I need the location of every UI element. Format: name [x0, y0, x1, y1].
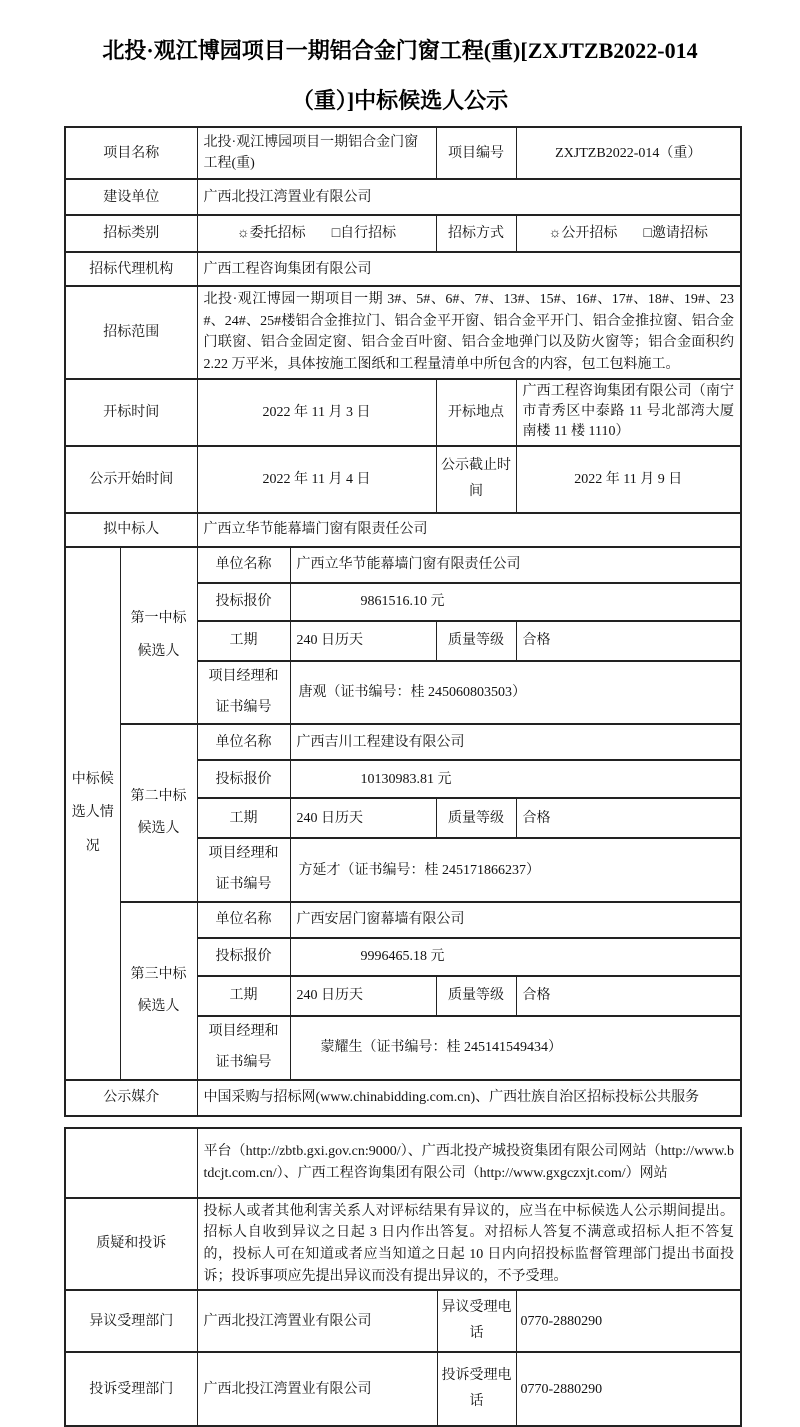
- candidate1-unit-label: 单位名称: [197, 547, 290, 583]
- entrust-bid-option-checked: ☼委托招标: [236, 226, 306, 241]
- candidate2-manager-value: 方延才（证书编号：桂 245171866237）: [290, 838, 741, 902]
- objection-dept-label: 异议受理部门: [65, 1290, 197, 1352]
- candidate1-price-label: 投标报价: [197, 583, 290, 621]
- row-agency: [65, 252, 741, 286]
- agency-label: 招标代理机构: [65, 252, 197, 286]
- open-bid-option-checked: ☼公开招标: [548, 226, 618, 241]
- bid-method-label: 招标方式: [436, 215, 516, 252]
- builder-value: 广西北投江湾置业有限公司: [197, 179, 741, 215]
- candidate2-quality-label: 质量等级: [436, 798, 516, 838]
- objection-phone-value: 0770-2880290: [516, 1290, 741, 1352]
- complaint-phone-label: 投诉受理电话: [437, 1352, 516, 1426]
- candidate2-price-label: 投标报价: [197, 760, 290, 798]
- publicity-end-value: 2022 年 11 月 9 日: [516, 446, 741, 513]
- candidate3-manager-value: 蒙耀生（证书编号：桂 245141549434）: [290, 1016, 741, 1080]
- proposed-winner-value: 广西立华节能幕墙门窗有限责任公司: [197, 513, 741, 547]
- candidate3-price-value: 9996465.18 元: [290, 938, 741, 976]
- candidate3-duration-label: 工期: [197, 976, 290, 1016]
- candidate1-manager-label: 项目经理和证书编号: [197, 661, 290, 725]
- media-continued-value: 平台（http://zbtb.gxi.gov.cn:9000/）、广西北投产城投资集团有限公司网站（http://www.btdcjt.com.cn/）、广西工程咨询集团有限公司（http://www.gxgczxjt.com/）网站: [197, 1128, 741, 1198]
- scope-value: 北投·观江博园一期项目一期 3#、5#、6#、7#、13#、15#、16#、17#、18#、19#、23#、24#、25#楼铝合金推拉门、铝合金平开窗、铝合金平开门、铝合金推拉窗、铝合金门联窗、铝合金固定窗、铝合金百叶窗、铝合金地弹门以及防火窗等；铝合金面积约 2.22 万平米，具体按施工图纸和工程量清单中所包含的内容，包工包料施工。: [197, 286, 741, 379]
- builder-label: 建设单位: [65, 179, 197, 215]
- bid-category-options: [197, 215, 436, 252]
- open-place-value: 广西工程咨询集团有限公司（南宁市青秀区中泰路 11 号北部湾大厦南楼 11 楼 1110）: [516, 379, 741, 446]
- publicity-start-value: 2022 年 11 月 4 日: [197, 446, 436, 513]
- candidate3-duration-value: 240 日历天: [290, 976, 436, 1016]
- project-name-value: 北投·观江博园项目一期铝合金门窗工程(重): [197, 127, 436, 179]
- candidate2-unit-label: 单位名称: [197, 724, 290, 760]
- self-bid-option-unchecked: □自行招标: [331, 226, 397, 241]
- bid-announcement-table: [64, 126, 742, 1117]
- row-media: [65, 1080, 741, 1116]
- page-title-line1: 北投·观江博园项目一期铝合金门窗工程(重)[ZXJTZB2022-014: [102, 38, 698, 63]
- complaint-phone-value: 0770-2880290: [516, 1352, 741, 1426]
- candidate1-rank-label: 第一中标候选人: [120, 547, 197, 725]
- scope-label: 招标范围: [65, 286, 197, 379]
- row-builder: [65, 179, 741, 215]
- candidate1-unit-row: [65, 547, 741, 583]
- row-objection: [65, 1198, 741, 1291]
- candidate3-unit-row: [65, 902, 741, 938]
- candidate3-quality-value: 合格: [516, 976, 741, 1016]
- candidate3-manager-label: 项目经理和证书编号: [197, 1016, 290, 1080]
- candidate2-quality-value: 合格: [516, 798, 741, 838]
- row-publicity: [65, 446, 741, 513]
- candidate2-unit-value: 广西吉川工程建设有限公司: [290, 724, 741, 760]
- objection-phone-label: 异议受理电话: [437, 1290, 516, 1352]
- media-label: 公示媒介: [65, 1080, 197, 1116]
- row-proposed-winner: [65, 513, 741, 547]
- row-complaint-dept: [65, 1352, 741, 1426]
- candidate3-price-label: 投标报价: [197, 938, 290, 976]
- candidate2-duration-value: 240 日历天: [290, 798, 436, 838]
- objection-label: 质疑和投诉: [65, 1198, 197, 1291]
- candidate2-rank-label: 第二中标候选人: [120, 724, 197, 902]
- row-media-continued: [65, 1128, 741, 1198]
- bid-method-options: [516, 215, 741, 252]
- candidate1-quality-label: 质量等级: [436, 621, 516, 661]
- invite-bid-option-unchecked: □邀请招标: [643, 226, 708, 241]
- candidate1-price-value: 9861516.10 元: [290, 583, 741, 621]
- open-place-label: 开标地点: [436, 379, 516, 446]
- candidate3-quality-label: 质量等级: [436, 976, 516, 1016]
- media-continued-empty-label: [65, 1128, 197, 1198]
- candidate3-rank-label: 第三中标候选人: [120, 902, 197, 1080]
- objection-dept-value: 广西北投江湾置业有限公司: [197, 1290, 437, 1352]
- open-time-value: 2022 年 11 月 3 日: [197, 379, 436, 446]
- candidate3-unit-label: 单位名称: [197, 902, 290, 938]
- candidate2-manager-label: 项目经理和证书编号: [197, 838, 290, 902]
- objection-value: 投标人或者其他利害关系人对评标结果有异议的，应当在中标候选人公示期间提出。招标人自收到异议之日起 3 日内作出答复。对招标人答复不满意或招标人拒不答复的，投标人可在知道或者应当知道之日起 10 日内向招投标监督管理部门提出书面投诉；投诉事项应先提出异议而没有提出异议的，不予受理。: [197, 1198, 741, 1291]
- proposed-winner-label: 拟中标人: [65, 513, 197, 547]
- row-project-name: [65, 127, 741, 179]
- row-scope: [65, 286, 741, 379]
- candidate2-duration-label: 工期: [197, 798, 290, 838]
- media-value: 中国采购与招标网(www.chinabidding.com.cn)、广西壮族自治区招标投标公共服务: [197, 1080, 741, 1116]
- page-title-line2: （重）]中标候选人公示: [291, 88, 509, 113]
- project-name-label: 项目名称: [65, 127, 197, 179]
- agency-value: 广西工程咨询集团有限公司: [197, 252, 741, 286]
- candidate2-price-value: 10130983.81 元: [290, 760, 741, 798]
- bid-category-label: 招标类别: [65, 215, 197, 252]
- complaint-dept-label: 投诉受理部门: [65, 1352, 197, 1426]
- row-open-time: [65, 379, 741, 446]
- candidate1-manager-value: 唐观（证书编号：桂 245060803503）: [290, 661, 741, 725]
- open-time-label: 开标时间: [65, 379, 197, 446]
- candidates-section-label: 中标候选人情况: [65, 547, 120, 1080]
- project-no-value: ZXJTZB2022-014（重）: [516, 127, 741, 179]
- candidate1-quality-value: 合格: [516, 621, 741, 661]
- candidate1-unit-value: 广西立华节能幕墙门窗有限责任公司: [290, 547, 741, 583]
- project-no-label: 项目编号: [436, 127, 516, 179]
- candidate1-duration-value: 240 日历天: [290, 621, 436, 661]
- candidate3-unit-value: 广西安居门窗幕墙有限公司: [290, 902, 741, 938]
- publicity-start-label: 公示开始时间: [65, 446, 197, 513]
- row-bid-category: [65, 215, 741, 252]
- complaint-dept-value: 广西北投江湾置业有限公司: [197, 1352, 437, 1426]
- candidate2-unit-row: [65, 724, 741, 760]
- page-title: [0, 26, 800, 126]
- publicity-end-label: 公示截止时间: [436, 446, 516, 513]
- bid-announcement-table-continued: [64, 1127, 742, 1427]
- page-break-gap: [0, 1117, 800, 1127]
- row-objection-dept: [65, 1290, 741, 1352]
- candidate1-duration-label: 工期: [197, 621, 290, 661]
